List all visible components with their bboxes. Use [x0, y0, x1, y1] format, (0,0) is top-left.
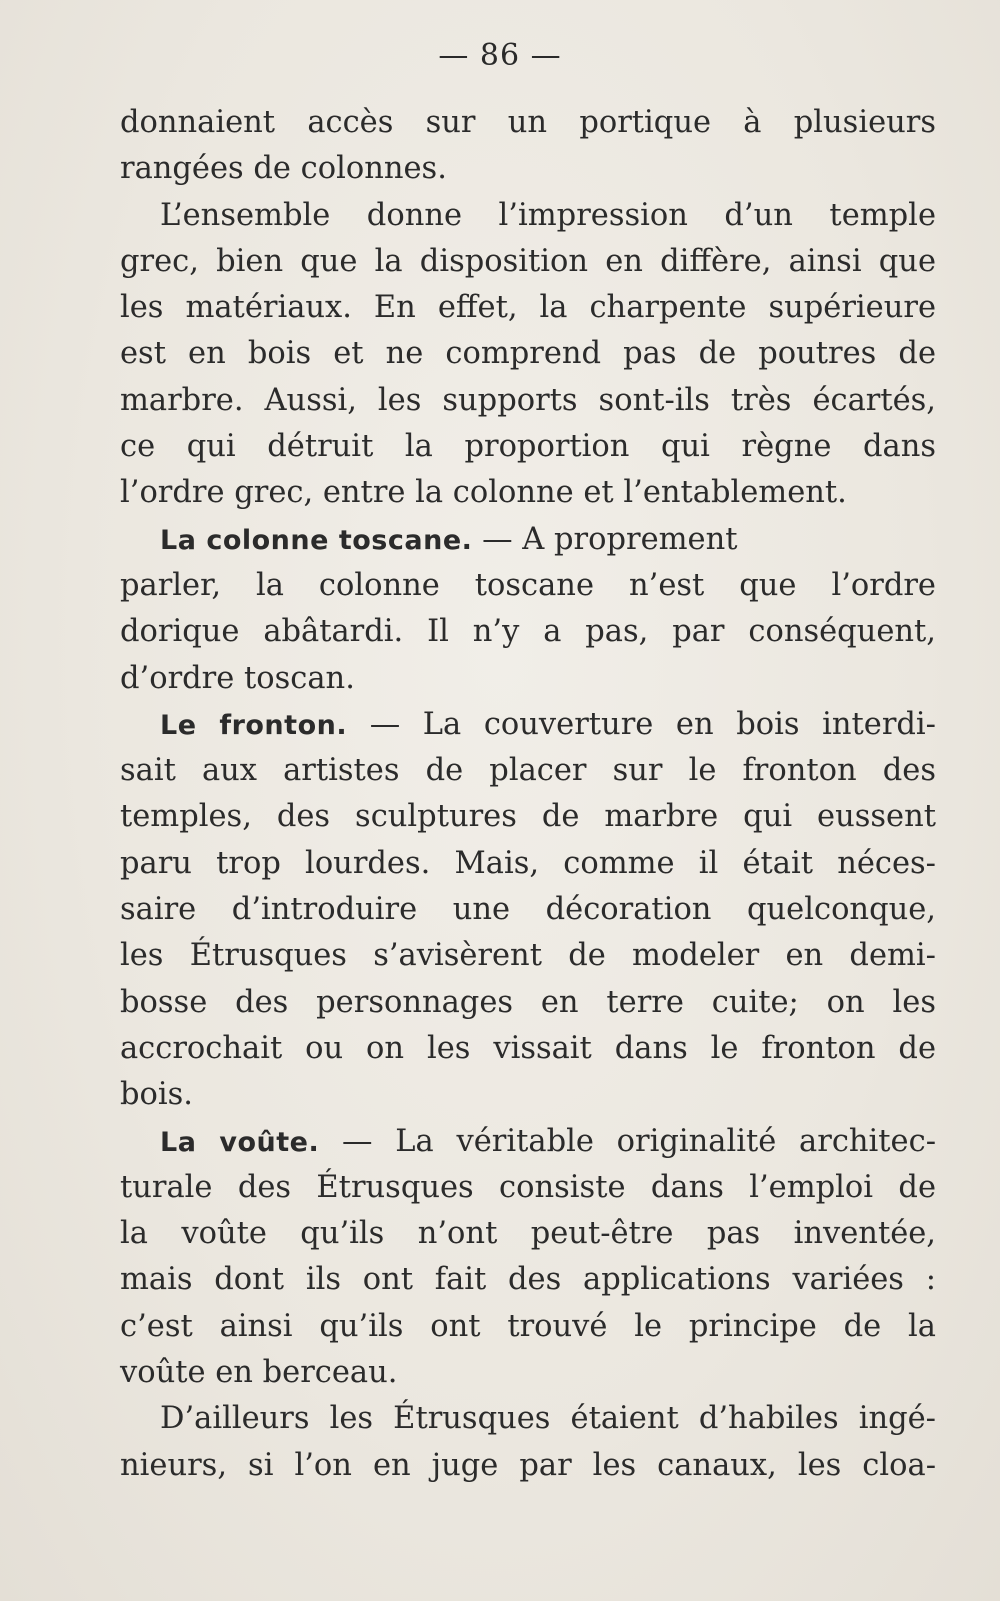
line-text: L’ensemble donne l’impression d’un temple [160, 197, 936, 233]
text-line [120, 239, 936, 285]
line-text: turale des Étrusques consiste dans l’emploi de [120, 1169, 936, 1205]
text-line [120, 1443, 936, 1489]
line-text: l’ordre grec, entre la colonne et l’entablement. [120, 475, 847, 511]
line-text: bois. [120, 1077, 193, 1113]
line-text: les Étrusques s’avisèrent de modeler en demi- [120, 938, 936, 974]
line-text: donnaient accès sur un portique à plusieurs [120, 105, 936, 140]
line-text: dorique abâtardi. Il n’y a pas, par conséquent, [120, 614, 936, 650]
text-line [120, 1072, 936, 1118]
text-line [120, 841, 936, 887]
text-line [120, 1211, 936, 1257]
text-line [120, 794, 936, 840]
text-line [120, 887, 936, 933]
line-text: ce qui détruit la proportion qui règne dans [120, 429, 936, 465]
text-line [120, 563, 936, 609]
line-text: paru trop lourdes. Mais, comme il était néces- [120, 845, 936, 881]
section-heading: La colonne toscane. [160, 524, 473, 556]
text-line [120, 1304, 936, 1350]
line-text: — A proprement [472, 521, 738, 557]
text-line [120, 193, 936, 239]
text-line [120, 1165, 936, 1211]
line-text: saire d’introduire une décoration quelconque, [120, 892, 936, 928]
page-number: — 86 — [438, 38, 562, 73]
line-text: D’ailleurs les Étrusques étaient d’habiles ingé- [160, 1401, 936, 1437]
text-line [120, 331, 936, 377]
line-text: temples, des sculptures de marbre qui eussent [120, 799, 936, 835]
line-text: mais dont ils ont fait des applications variées : [120, 1262, 936, 1298]
body-text [120, 100, 936, 1489]
text-line [120, 378, 936, 424]
line-text: marbre. Aussi, les supports sont-ils très écartés, [120, 382, 936, 418]
text-line [120, 100, 936, 146]
text-line [120, 609, 936, 655]
line-text: accrochait ou on les vissait dans le fronton de [120, 1030, 936, 1066]
line-text: bosse des personnages en terre cuite; on les [120, 984, 936, 1020]
text-line [120, 1396, 936, 1442]
text-line [120, 146, 936, 192]
line-text: — La couverture en bois interdi- [347, 706, 936, 742]
text-line [120, 470, 936, 516]
line-text: d’ordre toscan. [120, 660, 355, 696]
text-line [120, 656, 936, 702]
line-text: est en bois et ne comprend pas de poutres de [120, 336, 936, 372]
text-line [120, 424, 936, 470]
line-text: grec, bien que la disposition en diffère, ainsi que [120, 243, 936, 279]
line-text: rangées de colonnes. [120, 151, 447, 187]
line-text: voûte en berceau. [120, 1355, 398, 1391]
text-line [120, 702, 936, 748]
line-text: parler, la colonne toscane n’est que l’ordre [120, 567, 936, 603]
line-text: nieurs, si l’on en juge par les canaux, les cloa- [120, 1447, 936, 1483]
line-text: sait aux artistes de placer sur le fronton des [120, 753, 936, 789]
text-line [120, 980, 936, 1026]
line-text: les matériaux. En effet, la charpente supérieure [120, 290, 936, 326]
text-line [120, 933, 936, 979]
line-text: c’est ainsi qu’ils ont trouvé le principe de la [120, 1308, 936, 1344]
text-line [120, 517, 936, 563]
text-line [120, 1119, 936, 1165]
text-line [120, 1350, 936, 1396]
text-line [120, 285, 936, 331]
text-line [120, 1026, 936, 1072]
line-text: — La véritable originalité architec- [319, 1123, 936, 1159]
section-heading: La voûte. [160, 1126, 320, 1158]
text-line [120, 1257, 936, 1303]
line-text: la voûte qu’ils n’ont peut-être pas inventée, [120, 1216, 936, 1252]
section-heading: Le fronton. [160, 709, 348, 741]
text-line [120, 748, 936, 794]
